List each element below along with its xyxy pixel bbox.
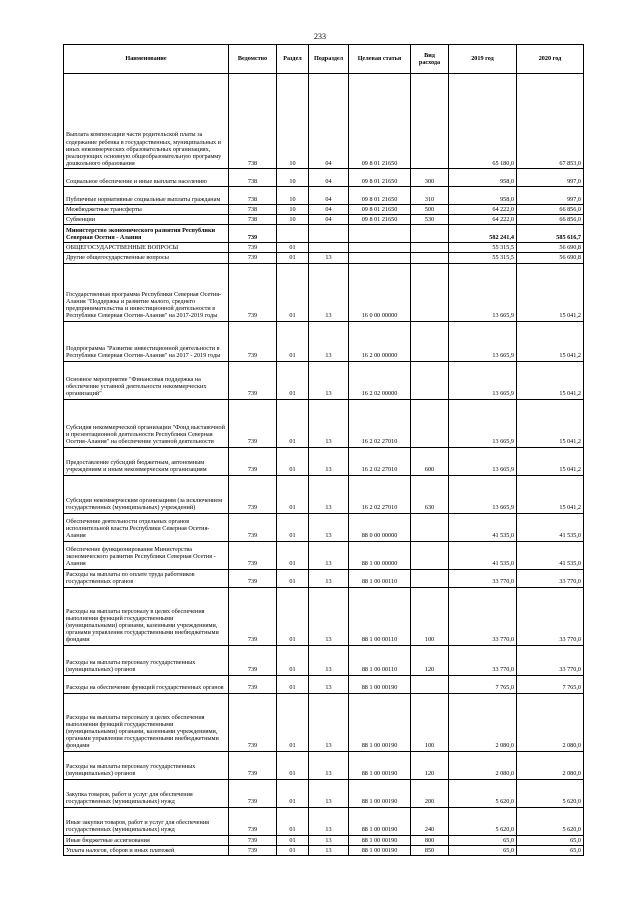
cell-vedomstvo: 739 [229, 361, 277, 399]
cell-2019: 7 765,0 [449, 675, 517, 693]
cell-vedomstvo: 739 [229, 693, 277, 751]
cell-2019: 65 180,0 [449, 74, 517, 169]
cell-vedomstvo: 739 [229, 587, 277, 645]
cell-2020: 56 690,8 [517, 253, 584, 263]
cell-razdel: 01 [277, 447, 309, 475]
table-row [64, 475, 584, 513]
table-row [64, 587, 584, 645]
cell-2020: 66 856,0 [517, 215, 584, 225]
cell-expense-type [411, 399, 449, 447]
cell-razdel: 01 [277, 693, 309, 751]
cell-vedomstvo: 739 [229, 321, 277, 361]
cell-target-article: 88 1 00 00000 [349, 541, 411, 569]
cell-name: Министерство экономического развития Республики Северная Осетия - Алания [64, 225, 229, 243]
cell-razdel: 01 [277, 835, 309, 845]
cell-target-article: 88 1 00 00110 [349, 587, 411, 645]
cell-target-article: 09 8 01 21650 [349, 74, 411, 169]
cell-razdel: 01 [277, 243, 309, 253]
cell-target-article: 88 0 00 00000 [349, 513, 411, 541]
cell-name: Публичные нормативные социальные выплаты гражданам [64, 187, 229, 205]
cell-vedomstvo: 739 [229, 513, 277, 541]
cell-2020: 997,0 [517, 187, 584, 205]
table-row [64, 569, 584, 587]
cell-expense-type: 850 [411, 845, 449, 855]
table-row [64, 321, 584, 361]
cell-name: Закупка товаров, работ и услуг для обеспечения государственных (муниципальных) нужд [64, 779, 229, 807]
cell-target-article: 88 1 00 00190 [349, 751, 411, 779]
cell-expense-type [411, 243, 449, 253]
cell-expense-type: 120 [411, 645, 449, 675]
cell-razdel: 10 [277, 215, 309, 225]
cell-razdel: 10 [277, 74, 309, 169]
header-2019: 2019 год [449, 45, 517, 74]
cell-2019: 13 665,9 [449, 399, 517, 447]
header-name: Наименование [64, 45, 229, 74]
table-row [64, 243, 584, 253]
cell-expense-type [411, 675, 449, 693]
cell-expense-type [411, 74, 449, 169]
page-number: 233 [314, 32, 326, 41]
cell-name: Межбюджетные трансферты [64, 205, 229, 215]
cell-name: Предоставление субсидий бюджетным, автономным учреждениям и иным некоммерческим организациям [64, 447, 229, 475]
cell-expense-type: 300 [411, 169, 449, 187]
cell-podrazdel: 04 [309, 205, 349, 215]
cell-expense-type: 800 [411, 835, 449, 845]
cell-podrazdel: 13 [309, 693, 349, 751]
cell-expense-type: 100 [411, 693, 449, 751]
cell-2020: 5 620,0 [517, 779, 584, 807]
table-row [64, 675, 584, 693]
cell-2020: 2 080,0 [517, 751, 584, 779]
cell-name: Социальное обеспечение и иные выплаты населению [64, 169, 229, 187]
cell-expense-type [411, 513, 449, 541]
cell-expense-type: 100 [411, 587, 449, 645]
cell-name: Субвенции [64, 215, 229, 225]
cell-name: Иные бюджетные ассигнования [64, 835, 229, 845]
cell-razdel: 10 [277, 205, 309, 215]
cell-name: Обеспечение функционирования Министерства экономического развития Республики Северная Осетия - Алания [64, 541, 229, 569]
cell-name: Расходы на выплаты персоналу в целях обеспечения выполнения функций государственными (муниципальными) органами, казенными учреждениями, органами управления государственными внебюджетными фондами [64, 587, 229, 645]
cell-podrazdel: 13 [309, 447, 349, 475]
cell-expense-type [411, 541, 449, 569]
cell-razdel: 01 [277, 807, 309, 835]
cell-2020: 15 041,2 [517, 447, 584, 475]
cell-name: Иные закупки товаров, работ и услуг для обеспечения государственных (муниципальных) нужд [64, 807, 229, 835]
cell-podrazdel: 13 [309, 569, 349, 587]
cell-expense-type [411, 253, 449, 263]
cell-vedomstvo: 739 [229, 243, 277, 253]
cell-expense-type: 310 [411, 187, 449, 205]
cell-podrazdel: 13 [309, 513, 349, 541]
cell-name: Выплата компенсации части родительской платы за содержание ребенка в государственных, муниципальных и иных некоммерческих образовательных организациях, реализующих основную общеобразовательную программу дошкольного образования [64, 74, 229, 169]
cell-razdel: 10 [277, 187, 309, 205]
cell-2020: 65,0 [517, 835, 584, 845]
cell-name: Расходы на обеспечение функций государственных органов [64, 675, 229, 693]
cell-podrazdel [309, 243, 349, 253]
cell-expense-type [411, 321, 449, 361]
cell-vedomstvo: 739 [229, 253, 277, 263]
cell-2019: 13 665,9 [449, 361, 517, 399]
cell-2019: 41 535,0 [449, 541, 517, 569]
cell-razdel: 10 [277, 169, 309, 187]
cell-2019: 2 080,0 [449, 693, 517, 751]
cell-razdel: 01 [277, 751, 309, 779]
cell-name: Подпрограмма "Развитие инвестиционной деятельности в Республике Северная Осетия-Алания" на 2017 - 2019 годы [64, 321, 229, 361]
cell-expense-type: 200 [411, 779, 449, 807]
cell-2019: 55 315,5 [449, 243, 517, 253]
cell-name: Расходы на выплаты персоналу в целях обеспечения выполнения функций государственными (муниципальными) органами, казенными учреждениями, органами управления государственными внебюджетными фондами [64, 693, 229, 751]
cell-target-article: 88 1 00 00110 [349, 569, 411, 587]
cell-vedomstvo: 739 [229, 447, 277, 475]
cell-podrazdel: 13 [309, 541, 349, 569]
cell-vedomstvo: 739 [229, 807, 277, 835]
cell-name: Расходы на выплаты по оплате труда работников государственных органов [64, 569, 229, 587]
cell-target-article: 88 1 00 00190 [349, 835, 411, 845]
cell-razdel: 01 [277, 675, 309, 693]
cell-2020: 66 856,0 [517, 205, 584, 215]
cell-expense-type: 600 [411, 447, 449, 475]
cell-2020: 33 770,0 [517, 645, 584, 675]
cell-target-article: 88 1 00 00110 [349, 645, 411, 675]
cell-2020: 15 041,2 [517, 263, 584, 321]
cell-2020: 33 770,0 [517, 569, 584, 587]
cell-2020: 67 853,0 [517, 74, 584, 169]
table-row [64, 361, 584, 399]
cell-name: ОБЩЕГОСУДАРСТВЕННЫЕ ВОПРОСЫ [64, 243, 229, 253]
cell-2019: 13 665,9 [449, 475, 517, 513]
cell-podrazdel: 13 [309, 675, 349, 693]
cell-target-article: 16 0 00 00000 [349, 263, 411, 321]
header-podrazdel: Подраздел [309, 45, 349, 74]
cell-2020: 56 690,8 [517, 243, 584, 253]
cell-vedomstvo: 739 [229, 835, 277, 845]
cell-razdel: 01 [277, 779, 309, 807]
cell-target-article [349, 243, 411, 253]
cell-name: Субсидии некоммерческим организациям (за исключением государственных (муниципальных) учреждений) [64, 475, 229, 513]
cell-2020: 15 041,2 [517, 361, 584, 399]
cell-podrazdel: 13 [309, 779, 349, 807]
cell-podrazdel: 04 [309, 187, 349, 205]
cell-razdel: 01 [277, 321, 309, 361]
cell-expense-type: 500 [411, 205, 449, 215]
cell-2019: 41 535,0 [449, 513, 517, 541]
header-expense-type: Вид расхода [411, 45, 449, 74]
cell-razdel: 01 [277, 361, 309, 399]
cell-target-article: 09 8 01 21650 [349, 205, 411, 215]
cell-vedomstvo: 738 [229, 187, 277, 205]
cell-target-article: 88 1 00 00190 [349, 693, 411, 751]
cell-expense-type: 630 [411, 475, 449, 513]
cell-name: Расходы на выплаты персоналу государственных (муниципальных) органов [64, 645, 229, 675]
table-row [64, 253, 584, 263]
cell-target-article: 88 1 00 00190 [349, 845, 411, 855]
header-razdel: Раздел [277, 45, 309, 74]
budget-table [63, 44, 584, 856]
table-row [64, 205, 584, 215]
table-row [64, 399, 584, 447]
cell-2019: 13 665,9 [449, 321, 517, 361]
cell-podrazdel: 04 [309, 215, 349, 225]
table-row [64, 263, 584, 321]
cell-razdel: 01 [277, 569, 309, 587]
cell-2019: 33 770,0 [449, 569, 517, 587]
cell-vedomstvo: 739 [229, 675, 277, 693]
cell-vedomstvo: 739 [229, 779, 277, 807]
cell-target-article: 16 2 02 27010 [349, 399, 411, 447]
cell-name: Другие общегосударственные вопросы [64, 253, 229, 263]
header-2020: 2020 год [517, 45, 584, 74]
cell-vedomstvo: 738 [229, 169, 277, 187]
cell-2019: 2 080,0 [449, 751, 517, 779]
cell-vedomstvo: 739 [229, 645, 277, 675]
cell-podrazdel: 13 [309, 645, 349, 675]
cell-vedomstvo: 739 [229, 263, 277, 321]
cell-2020: 33 770,0 [517, 587, 584, 645]
table-body [64, 74, 584, 856]
cell-vedomstvo: 739 [229, 541, 277, 569]
cell-2020: 15 041,2 [517, 399, 584, 447]
cell-razdel: 01 [277, 475, 309, 513]
table-row [64, 541, 584, 569]
cell-2020: 997,0 [517, 169, 584, 187]
cell-razdel: 01 [277, 513, 309, 541]
cell-podrazdel: 13 [309, 587, 349, 645]
cell-2019: 13 665,9 [449, 447, 517, 475]
table-row [64, 187, 584, 205]
cell-2019: 13 665,9 [449, 263, 517, 321]
cell-expense-type [411, 361, 449, 399]
cell-name: Субсидия некоммерческой организации "Фонд выставочной и презентационной деятельности Республики Северная Осетия-Алания" на обеспечение уставной деятельности [64, 399, 229, 447]
cell-2020: 5 620,0 [517, 807, 584, 835]
cell-podrazdel: 13 [309, 361, 349, 399]
cell-vedomstvo: 739 [229, 845, 277, 855]
cell-2019: 65,0 [449, 835, 517, 845]
cell-2019: 958,0 [449, 169, 517, 187]
cell-podrazdel: 13 [309, 475, 349, 513]
cell-target-article: 16 2 00 00000 [349, 321, 411, 361]
cell-vedomstvo: 738 [229, 205, 277, 215]
table-row [64, 74, 584, 169]
table-row [64, 693, 584, 751]
cell-target-article [349, 225, 411, 243]
cell-2020: 41 535,0 [517, 541, 584, 569]
cell-razdel: 01 [277, 541, 309, 569]
table-row [64, 225, 584, 243]
cell-name: Основное мероприятие "Финансовая поддержка на обеспечение уставной деятельности некоммерческих организаций" [64, 361, 229, 399]
cell-2020: 585 616,7 [517, 225, 584, 243]
cell-2020: 15 041,2 [517, 321, 584, 361]
cell-target-article: 09 8 01 21650 [349, 169, 411, 187]
cell-2019: 64 222,0 [449, 205, 517, 215]
cell-2019: 5 620,0 [449, 779, 517, 807]
cell-target-article: 88 1 00 00190 [349, 675, 411, 693]
cell-target-article: 16 2 02 00000 [349, 361, 411, 399]
cell-expense-type [411, 569, 449, 587]
cell-podrazdel: 04 [309, 74, 349, 169]
cell-podrazdel: 13 [309, 751, 349, 779]
table-row [64, 807, 584, 835]
cell-2020: 2 080,0 [517, 693, 584, 751]
table-row [64, 513, 584, 541]
cell-razdel: 01 [277, 263, 309, 321]
cell-2019: 65,0 [449, 845, 517, 855]
cell-podrazdel: 13 [309, 807, 349, 835]
cell-2019: 33 770,0 [449, 587, 517, 645]
cell-name: Обеспечение деятельности отдельных органов исполнительной власти Республики Северная Осетия-Алания [64, 513, 229, 541]
cell-razdel: 01 [277, 253, 309, 263]
cell-razdel [277, 225, 309, 243]
cell-vedomstvo: 738 [229, 215, 277, 225]
header-target-article: Целевая статья [349, 45, 411, 74]
cell-target-article: 09 8 01 21650 [349, 187, 411, 205]
cell-2020: 41 535,0 [517, 513, 584, 541]
cell-razdel: 01 [277, 399, 309, 447]
table-row [64, 779, 584, 807]
cell-expense-type: 120 [411, 751, 449, 779]
cell-vedomstvo: 739 [229, 751, 277, 779]
cell-2019: 582 241,4 [449, 225, 517, 243]
cell-expense-type: 240 [411, 807, 449, 835]
cell-razdel: 01 [277, 845, 309, 855]
cell-podrazdel: 13 [309, 399, 349, 447]
cell-podrazdel: 13 [309, 263, 349, 321]
table-row [64, 845, 584, 855]
cell-name: Расходы на выплаты персоналу государственных (муниципальных) органов [64, 751, 229, 779]
table-row [64, 215, 584, 225]
cell-vedomstvo: 738 [229, 74, 277, 169]
cell-podrazdel: 13 [309, 253, 349, 263]
table-row [64, 645, 584, 675]
table-row [64, 751, 584, 779]
cell-2019: 33 770,0 [449, 645, 517, 675]
cell-razdel: 01 [277, 587, 309, 645]
cell-expense-type: 530 [411, 215, 449, 225]
table-row [64, 169, 584, 187]
cell-target-article: 88 1 00 00190 [349, 779, 411, 807]
cell-podrazdel: 13 [309, 835, 349, 845]
table-header-row [64, 45, 584, 74]
cell-vedomstvo: 739 [229, 399, 277, 447]
cell-expense-type [411, 225, 449, 243]
table-row [64, 835, 584, 845]
cell-razdel: 01 [277, 645, 309, 675]
cell-2019: 958,0 [449, 187, 517, 205]
header-vedomstvo: Ведомство [229, 45, 277, 74]
cell-2019: 55 315,5 [449, 253, 517, 263]
cell-target-article: 16 2 02 27010 [349, 447, 411, 475]
table-row [64, 447, 584, 475]
cell-target-article [349, 253, 411, 263]
cell-expense-type [411, 263, 449, 321]
cell-2019: 5 620,0 [449, 807, 517, 835]
cell-name: Государственная программа Республики Северная Осетия-Алания "Поддержка и развитие малого, среднего предпринимательства и инвестиционной деятельности в Республике Северная Осетия-Алания" на 2017-2019 годы [64, 263, 229, 321]
cell-2020: 65,0 [517, 845, 584, 855]
cell-podrazdel: 13 [309, 845, 349, 855]
cell-podrazdel [309, 225, 349, 243]
cell-podrazdel: 13 [309, 321, 349, 361]
cell-2020: 7 765,0 [517, 675, 584, 693]
cell-target-article: 88 1 00 00190 [349, 807, 411, 835]
cell-vedomstvo: 739 [229, 225, 277, 243]
cell-vedomstvo: 739 [229, 569, 277, 587]
cell-target-article: 09 8 01 21650 [349, 215, 411, 225]
cell-vedomstvo: 739 [229, 475, 277, 513]
cell-target-article: 16 2 02 27010 [349, 475, 411, 513]
cell-2020: 15 041,2 [517, 475, 584, 513]
cell-2019: 64 222,0 [449, 215, 517, 225]
cell-name: Уплата налогов, сборов и иных платежей [64, 845, 229, 855]
cell-podrazdel: 04 [309, 169, 349, 187]
